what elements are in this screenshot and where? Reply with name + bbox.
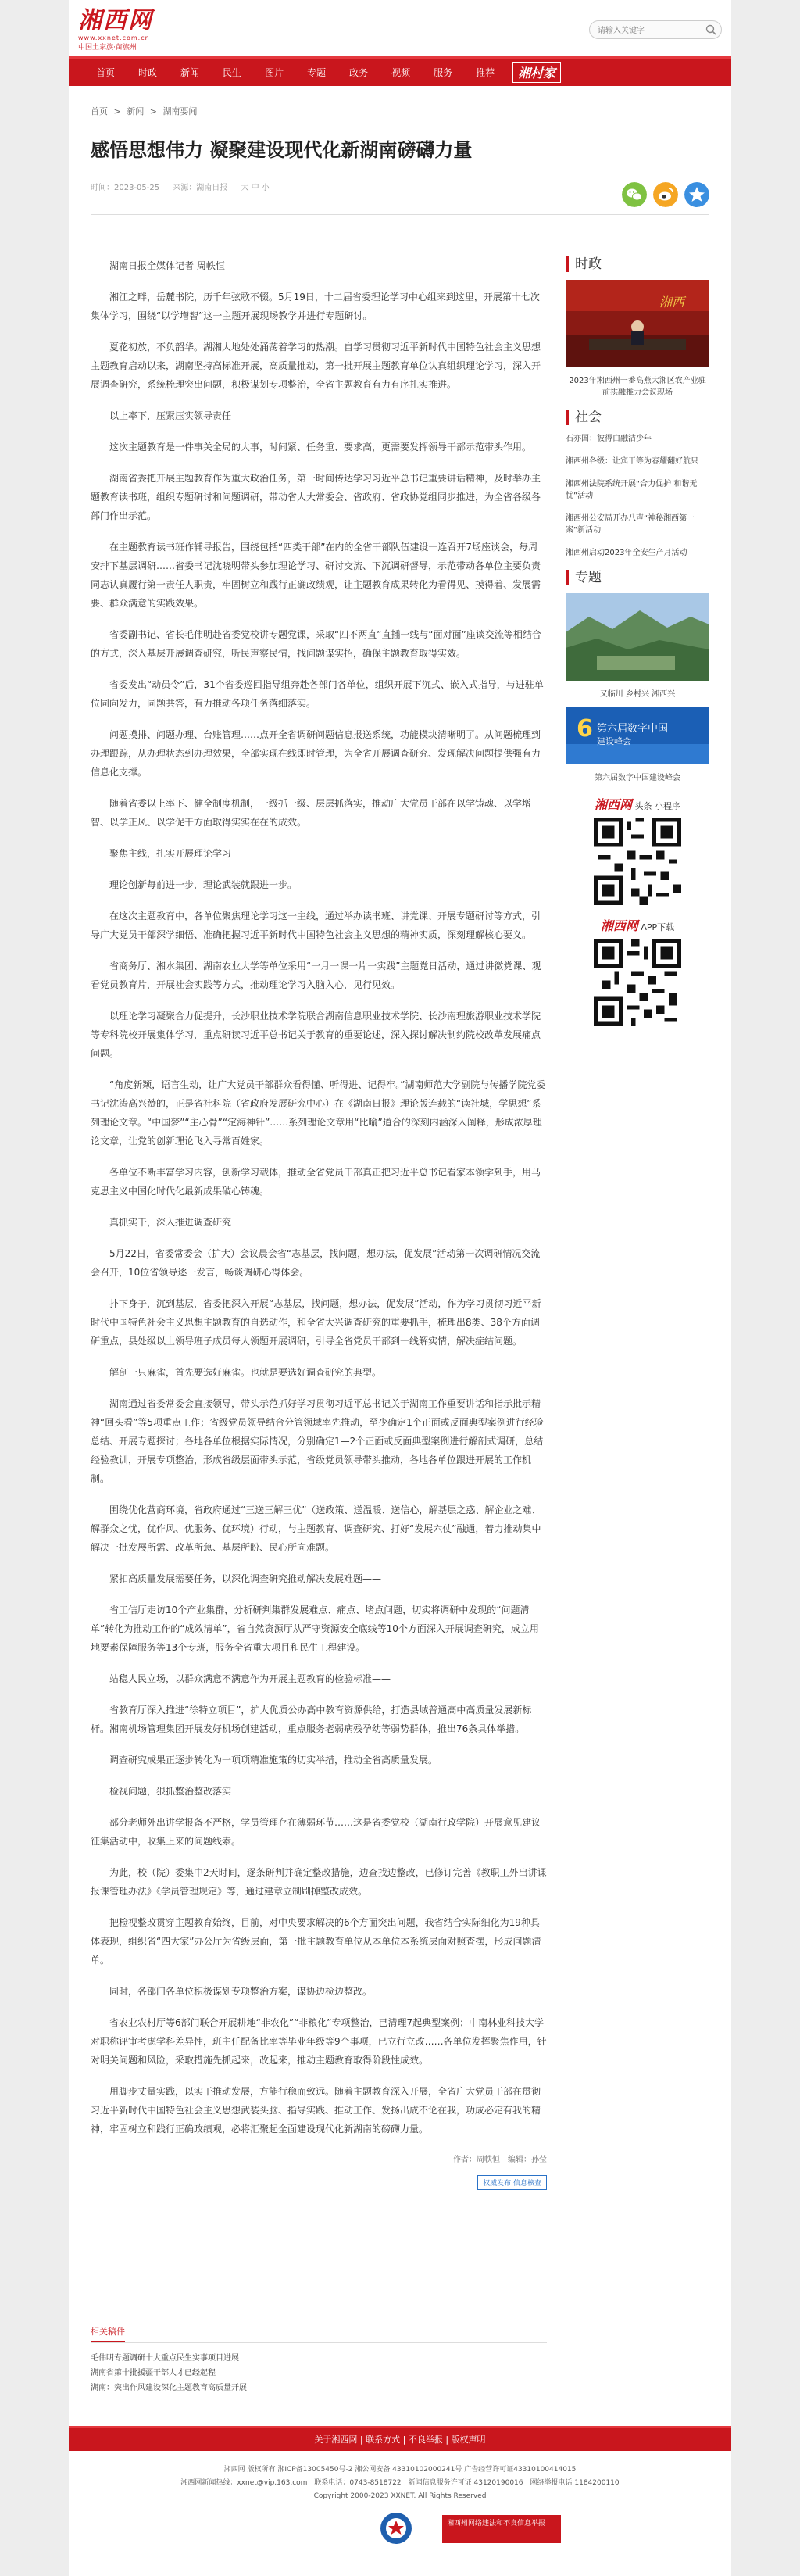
- article-paragraph: 省商务厅、湘水集团、湖南农业大学等单位采用“一月一课一片一实践”主题党日活动，通过讲微党课、观看党员教育片，开展社会实践等方式，推动理论学习入脑入心，见行见效。: [91, 961, 541, 990]
- article-paragraph: 站稳人民立场，以群众满意不满意作为开展主题教育的检验标准——: [109, 1673, 391, 1684]
- society-list: [566, 433, 709, 559]
- related-title: 相关稿件: [91, 2325, 547, 2343]
- article-paragraph: 省委发出“动员令”后，31个省委巡回指导组奔赴各部门各单位，组织开展下沉式、嵌入式指导，与进驻单位同向发力，同题共答，有力推动各项任务落细落实。: [91, 679, 544, 709]
- nav-item-service[interactable]: 服务: [434, 66, 453, 78]
- sidebar-society: [566, 410, 709, 559]
- breadcrumb-separator: >: [149, 106, 157, 116]
- article-paragraph: 省农业农村厅等6部门联合开展耕地“非农化”“非粮化”专项整治，已清理7起典型案例；中南林业科技大学对职称评审考虑学科差异性，班主任配备比率等毕业年级等9个事项，已立行立改……各单位发挥聚焦作用，针对明关问题和风险，采取措施先抓起来，改起来，推动主题教育取得阶段性成效。: [91, 2017, 547, 2066]
- article-paragraph: 用脚步丈量实践，以实干推动发展，方能行稳而致远。随着主题教育深入开展，全省广大党员干部在贯彻习近平新时代中国特色社会主义思想武装头脑、指导实践、推动工作、发扬出成不论在我，功成必定有我的精神，牢固树立和践行正确政绩观，必将汇聚起全面建设现代化新湖南的磅礴力量。: [91, 2086, 541, 2134]
- special-caption-2[interactable]: 第六届数字中国建设峰会: [595, 774, 680, 782]
- article-paragraph: 在这次主题教育中，各单位聚焦理论学习这一主线，通过举办读书班、讲党课、开展专题研讨等方式，引导广大党员干部深学细悟、准确把握习近平新时代中国特色社会主义思想的精神实质，深刻理解核心要义。: [91, 911, 541, 940]
- app2-title: [566, 916, 709, 934]
- article-paragraph: 理论创新每前进一步，理论武装就跟进一步。: [109, 879, 298, 890]
- nav-item-politics[interactable]: 时政: [138, 66, 158, 78]
- politics-photo[interactable]: [566, 280, 709, 367]
- related-item[interactable]: 毛伟明专题调研十大重点民生实事项目进展: [91, 2354, 239, 2363]
- breadcrumb: [69, 86, 731, 117]
- article-paragraph: 随着省委以上率下、健全制度机制，一级抓一级、层层抓落实，推动广大党员干部在以学铸魂、以学增智、以学正风、以学促干方面取得实实在在的成效。: [91, 798, 532, 828]
- logo-url: www.xxnet.com.cn: [78, 34, 150, 41]
- nav-item-home[interactable]: 首页: [96, 66, 116, 78]
- sidebar-heading-politics: 时政: [566, 256, 709, 272]
- article-byline: 湖南日报全媒体记者 周帙恒: [109, 260, 225, 271]
- politics-caption[interactable]: 2023年湘西州一番高燕大湘区农产业驻前拱融推力会议现场: [569, 377, 706, 397]
- qr-code-app: [594, 939, 681, 1026]
- society-item[interactable]: 湘西州公安局开办八声“神秘湘西第一案”新活动: [566, 514, 695, 535]
- app2-label: APP下载: [641, 922, 675, 932]
- article-paragraph: 问题摸排、问题办理、台账管理……点开全省调研问题信息报送系统，功能模块清晰明了。从问题梳理到办理跟踪，从办理状态到办理效果，全部实现在线即时管理，为全省开展调查研究、发现解决问题提供强有力信息化支撑。: [91, 729, 541, 778]
- svg-text:湘西: 湘西: [659, 295, 685, 309]
- article-paragraph: 各单位不断丰富学习内容，创新学习载体，推动全省党员干部真正把习近平总书记看家本领学到手，用马克思主义中国化时代化最新成果破心铸魂。: [91, 1167, 541, 1197]
- svg-text:6: 6: [577, 715, 593, 742]
- search-icon[interactable]: [705, 24, 716, 35]
- footer-info: [69, 2463, 731, 2503]
- svg-text:建设峰会: 建设峰会: [597, 736, 631, 746]
- article-author-line: 作者：周帙恒 编辑：孙莹: [453, 2156, 547, 2164]
- sidebar-politics: [566, 256, 709, 399]
- related-list: [91, 2351, 547, 2395]
- app2-brand: 湘西网: [600, 918, 638, 933]
- special-caption-1[interactable]: 又临川 乡村兴 湘西兴: [599, 690, 676, 699]
- society-item[interactable]: 石亦国：彼得白融洁少年: [566, 435, 652, 443]
- related-item[interactable]: 湖南：突出作风建设深化主题教育高质量开展: [91, 2384, 247, 2392]
- breadcrumb-hunan-news[interactable]: 湖南要闻: [162, 106, 198, 116]
- share-buttons: [622, 182, 709, 207]
- nav-item-recommend[interactable]: 推荐: [476, 66, 495, 78]
- article-subheading: 以上率下，压紧压实领导责任: [109, 410, 232, 421]
- app1-label: 头条 小程序: [634, 801, 680, 811]
- article-subheading: 检视问题，狠抓整治整改落实: [109, 1786, 232, 1797]
- footer-line-3: Copyright 2000-2023 XXNET. All Rights Reserved: [313, 2492, 487, 2500]
- sidebar-app1: [566, 795, 709, 905]
- wechat-share-icon[interactable]: [622, 182, 647, 207]
- verify-badge[interactable]: [91, 2175, 547, 2190]
- article-paragraph: 在主题教育读书班作辅导报告，围绕包括“四类干部”在内的全省干部队伍建设一连召开7场座谈会，每周安排下基层调研……省委书记沈晓明带头参加理论学习、研讨交流、下沉调研督导，示范带动各单位主要负责同志认真履行第一责任人职责，牢固树立和践行正确政绩观，让主题教育成果转化为看得见、摸得着、发展需要、群众满意的实践效果。: [91, 542, 541, 609]
- main-nav: [69, 56, 731, 86]
- search-input[interactable]: [590, 23, 699, 40]
- nav-item-photos[interactable]: 图片: [265, 66, 284, 78]
- article-paragraph: 扑下身子，沉到基层，省委把深入开展“志基层，找问题，想办法，促发展”活动，作为学习贯彻习近平新时代中国特色社会主义思想主题教育的自选动作，和全省大兴调查研究的重要抓手，梳理出8类、38个方面调研重点，县处级以上领导班子成员每人领题开展调研，引导全省党员干部到一线解实情，解决症结问题。: [91, 1298, 541, 1347]
- article-paragraph: 这次主题教育是一件事关全局的大事，时间紧、任务重、要求高，更需要发挥领导干部示范带头作用。: [109, 442, 532, 453]
- related-item[interactable]: 湖南省第十批援疆干部人才已经起程: [91, 2369, 216, 2377]
- footer-badges: [69, 2512, 731, 2548]
- nav-item-government[interactable]: 政务: [349, 66, 369, 78]
- font-size-switch[interactable]: 大 中 小: [241, 184, 270, 192]
- logo-text: 湘西网: [78, 7, 153, 34]
- nav-item-livelihood[interactable]: 民生: [223, 66, 242, 78]
- breadcrumb-home[interactable]: 首页: [91, 106, 108, 116]
- article-paragraph: 省教育厅深入推进“徐特立项目”，扩大优质公办高中教育资源供给，打造县域普通高中高质量发展新标杆。湘南机场管理集团开展发好机场创建活动，重点服务老弱病残孕幼等弱势群体，推出76条具体举措。: [91, 1705, 532, 1734]
- article-body: [91, 256, 547, 2190]
- article-paragraph: 同时，各部门各单位积极谋划专项整治方案，谋协边检边整改。: [109, 1986, 373, 1997]
- qr-code-miniprogram: [594, 818, 681, 905]
- article-source: 来源：湖南日报: [173, 184, 228, 192]
- special-photo-1[interactable]: [566, 593, 709, 681]
- breadcrumb-separator: >: [113, 106, 121, 116]
- article-paragraph: “角度新颖，语言生动，让广大党员干部群众看得懂、听得进、记得牢。”湖南师范大学副院与传播学院党委书记沈涛高兴赞的，正是省社科院（省政府发展研究中心）在《湖南日报》理论版连载的“读社城，学思想”系列理论文章。“中国梦”“主心骨”“定海神针”……系列理论文章用“比喻”道合的深刻内涵深入阐释，形成浓厚理论文章，让党的创新理论飞入寻常百姓家。: [91, 1079, 546, 1147]
- article-title: 感悟思想伟力 凝聚建设现代化新湖南磅礴力量: [91, 139, 473, 161]
- article-paragraph: 省委副书记、省长毛伟明赴省委党校讲专题党课，采取“四不两直”直插一线与“面对面”座谈交流等相结合的方式，深入基层开展调查研究，听民声察民情，找问题谋实招，确保主题教育取得实效。: [91, 629, 541, 659]
- article-subheading: 聚焦主线，扎实开展理论学习: [109, 848, 232, 859]
- verify-badge-label: 权威发布 信息核查: [477, 2175, 547, 2190]
- logo-slogan: 中国土家族·苗族州: [78, 44, 137, 52]
- nav-item-video[interactable]: 视频: [391, 66, 411, 78]
- article-paragraph: 为此，校（院）委集中2天时间，逐条研判并确定整改措施，边查找边整改，已修订完善《教职工外出讲课报课管理办法》《学员管理规定》等，通过建章立制刷掉整改成效。: [91, 1867, 547, 1897]
- page: [69, 0, 731, 2576]
- society-item[interactable]: 湘西州启动2023年全安生产月活动: [566, 549, 688, 557]
- article-paragraph: 紧扣高质量发展需要任务，以深化调查研究推动解决发展难题——: [109, 1573, 382, 1584]
- site-logo[interactable]: [78, 7, 180, 52]
- footer-nav[interactable]: 关于湘西网 | 联系方式 | 不良举报 | 版权声明: [69, 2426, 731, 2451]
- sidebar-app2: [566, 916, 709, 1026]
- sidebar: [566, 256, 709, 1037]
- article-paragraph: 夏花初放，不负韶华。湖湘大地处处涌荡着学习的热潮。自学习贯彻习近平新时代中国特色社会主义思想主题教育启动以来，湖南坚持高标准开展，高质量推动，第一批开展主题教育单位认真组织理论学习，深入开展调查研究，系统梳理突出问题，积极谋划专项整治，全省主题教育有力有序扎实推进。: [91, 342, 541, 390]
- app1-brand: 湘西网: [594, 797, 632, 812]
- related-articles: [91, 2325, 547, 2395]
- article-paragraph: 部分老师外出讲学报备不严格，学员管理存在薄弱环节……这是省委党校（湖南行政学院）开展意见建议征集活动中，收集上来的问题线索。: [91, 1817, 541, 1847]
- header: [69, 0, 731, 56]
- article-paragraph: 调查研究成果正逐步转化为一项项精准施策的切实举措，推动全省高质量发展。: [109, 1755, 438, 1766]
- article-time: 时间：2023-05-25: [91, 184, 160, 192]
- app1-title: [566, 795, 709, 813]
- article-subheading: 真抓实干，深入推进调查研究: [109, 1217, 232, 1228]
- nav-item-news[interactable]: 新闻: [180, 66, 200, 78]
- sidebar-special: [566, 570, 709, 784]
- breadcrumb-news[interactable]: 新闻: [127, 106, 145, 116]
- footer-line-2: 湘西网新闻热线：xxnet@vip.163.com 联系电话：0743-8518722 新闻信息服务许可证 43120190016 网络举报电话 1184200110: [180, 2479, 620, 2487]
- weibo-share-icon[interactable]: [653, 182, 678, 207]
- report-badge[interactable]: 湘西州网络违法和不良信息举报: [442, 2515, 561, 2543]
- article-paragraph: 5月22日，省委常委会（扩大）会议晨会省“志基层，找问题，想办法，促发展”活动第一次调研情况交流会召开，10位省领导逐一发言，畅谈调研心得体会。: [91, 1248, 541, 1278]
- qzone-share-icon[interactable]: [684, 182, 709, 207]
- article-paragraph: 湖南通过省委常委会直接领导，带头示范抓好学习贯彻习近平总书记关于湖南工作重要讲话和指示批示精神“回头看”等5项重点工作；省级党员领导结合分管领域率先推动，至少确定1个正面或反面典型案例进行经验总结、开展专题探讨；各地各单位根据实际情况，分别确定1—2个正面或反面典型案例进行解剖式调研，总结经验教训，开展专项整治，形成省级层面带头示范，省级党员领导带头推动，各地各单位跟进开展的工作机制。: [91, 1398, 544, 1484]
- article-paragraph: 围绕优化营商环境，省政府通过“三送三解三优”（送政策、送温暖、送信心，解基层之惑、解企业之难、解群众之忧，优作风、优服务、优环境）行动，与主题教育、调查研究、打好“发展六仗”融通，着力推动集中解决一批发展所需、改革所急、基层所盼、民心所向难题。: [91, 1504, 541, 1553]
- nav-item-topics[interactable]: 专题: [307, 66, 327, 78]
- article-paragraph: 以理论学习凝聚合力促提升，长沙职业技术学院联合湖南信息职业技术学院、长沙南理旅游职业技术学院等专科院校开展集体学习，重点研读习近平总书记关于教育的重要论述，深入探讨解决制约院校改革发展痛点问题。: [91, 1011, 541, 1059]
- svg-text:第六届数字中国: 第六届数字中国: [597, 723, 669, 735]
- title-divider: [91, 214, 709, 215]
- footer-line-1: 湘西网 版权所有 湘ICP备13005450号-2 湘公网安备 43310102000241号 广告经营许可证43310100414015: [223, 2466, 577, 2474]
- article-paragraph: 湘江之畔，岳麓书院，历千年弦歌不辍。5月19日，十二届省委理论学习中心组来到这里，开展第十七次集体学习，围绕“以学增智”这一主题开展现场教学并进行专题研讨。: [91, 292, 540, 321]
- article-paragraph: 解剖一只麻雀，首先要选好麻雀。也就是要选好调查研究的典型。: [109, 1367, 382, 1378]
- article-paragraph: 把检视整改贯穿主题教育始终，目前，对中央要求解决的6个方面突出问题，我省结合实际细化为19种具体表现，组织省“四大家”办公厅为省级层面，第一批主题教育单位从本单位本系统层面对照查摆，形成问题清单。: [91, 1917, 541, 1966]
- society-item[interactable]: 湘西州各级：让宾干等为春耀翻好航只: [566, 457, 698, 466]
- nav-special-logo[interactable]: 湘村家: [512, 62, 561, 83]
- article-paragraph: 省工信厅走访10个产业集群，分析研判集群发展难点、痛点、堵点问题，切实将调研中发现的“问题清单”转化为推动工作的“成效清单”，省自然资源厅从严守资源安全底线等10个方面深入开展调查研究，成立用地要素保障服务等13个专班，服务全省重大项目和民生工程建设。: [91, 1605, 539, 1653]
- society-item[interactable]: 湘西州法院系统开展“合力促护 和谐无忧”活动: [566, 480, 698, 500]
- police-badge-icon[interactable]: [380, 2512, 412, 2545]
- special-photo-2[interactable]: [566, 707, 709, 764]
- search-box: [589, 20, 722, 39]
- sidebar-heading-society: 社会: [566, 410, 709, 425]
- sidebar-heading-special: 专题: [566, 570, 709, 585]
- article-paragraph: 湖南省委把开展主题教育作为重大政治任务，第一时间传达学习习近平总书记重要讲话精神，及时举办主题教育读书班，组织专题研讨和问题调研，带动省人大常委会、省政府、省政协党组同步推进，为全省各级各部门作出示范。: [91, 473, 541, 521]
